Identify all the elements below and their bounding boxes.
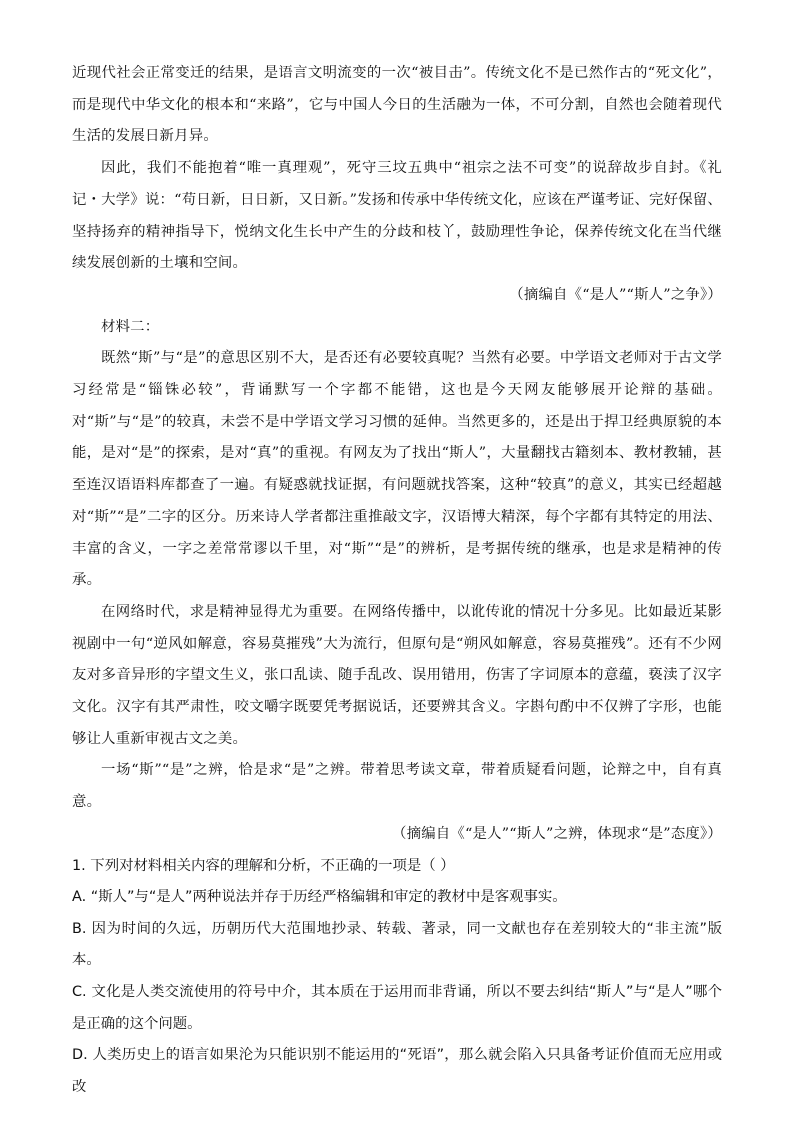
source-citation-2: （摘编自《“是人”“斯人”之辨，体现求“是”态度》）: [392, 825, 722, 842]
question-stem: 1. 下列对材料相关内容的理解和分析，不正确的一项是（ ）: [72, 857, 455, 874]
material1-paragraph-2: 因此，我们不能抱着“唯一真理观”，死守三坟五典中“祖宗之法不可变”的说辞故步自封。《礼记・大学》说：“苟日新，日日新，又日新。”发扬和传承中华传统文化，应该在严谨考证、完好保留、坚持扬弃的精神指导下，悦纳文化生长中产生的分歧和枝丫，鼓励理性争论，保养传统文化在当代继续发展创新的土壤和空间。: [72, 160, 722, 272]
material1-paragraph-1: 近现代社会正常变迁的结果，是语言文明流变的一次“被目击”。传统文化不是已然作古的“死文化”，而是现代中华文化的根本和“来路”，它与中国人今日的生活融为一体，不可分割，自然也会随着现代生活的发展日新月异。: [72, 65, 722, 145]
material2-label: 材料二：: [101, 318, 160, 335]
source-citation-1: （摘编自《“是人”“斯人”之争》）: [509, 286, 722, 303]
question-option-b: B. 因为时间的久远，历朝历代大范围地抄录、转载、著录，同一文献也存在差别较大的“非主流”版本。: [72, 920, 722, 969]
material2-paragraph-1: 既然“斯”与“是”的意思区别不大，是否还有必要较真呢？当然有必要。中学语文老师对于古文学习经常是“锱铢必较”，背诵默写一个字都不能错，这也是今天网友能够展开论辩的基础。对“斯”与“是”的较真，未尝不是中学语文学习习惯的延伸。当然更多的，还是出于捍卫经典原貌的本能，是对“是”的探索，是对“真”的重视。有网友为了找出“斯人”，大量翻找古籍刻本、教材教辅，甚至连汉语语料库都查了一遍。有疑惑就找证据，有问题就找答案，这种“较真”的意义，其实已经超越对“斯”“是”二字的区分。历来诗人学者都注重推敲文字，汉语博大精深，每个字都有其特定的用法、丰富的含义，一字之差常常谬以千里，对“斯”“是”的辨析，是考据传统的继承，也是求是精神的传承。: [72, 350, 722, 589]
question-option-a: A. “斯人”与“是人”两种说法并存于历经严格编辑和审定的教材中是客观事实。: [72, 889, 567, 906]
document-page: [72, 58, 722, 1103]
question-option-c: C. 文化是人类交流使用的符号中介，其本质在于运用而非背诵，所以不要去纠结“斯人”与“是人”哪个是正确的这个问题。: [72, 983, 722, 1032]
material2-paragraph-3: 一场“斯”“是”之辨，恰是求“是”之辨。带着思考读文章，带着质疑看问题，论辩之中，自有真意。: [72, 762, 722, 811]
question-option-d: D. 人类历史上的语言如果沦为只能识别不能运用的“死语”，那么就会陷入只具备考证价值而无应用或改: [72, 1047, 722, 1095]
material2-paragraph-2: 在网络时代，求是精神显得尤为重要。在网络传播中，以讹传讹的情况十分多见。比如最近某影视剧中一句“逆风如解意，容易莫摧残”大为流行，但原句是“朔风如解意，容易莫摧残”。还有不少网友对多音异形的字望文生义，张口乱读、随手乱改、误用错用，伤害了字词原本的意蕴，亵渎了汉字文化。汉字有其严肃性，咬文嚼字既要凭考据说话，还要辨其含义。字斟句酌中不仅辨了字形，也能够让人重新审视古文之美。: [72, 603, 722, 747]
